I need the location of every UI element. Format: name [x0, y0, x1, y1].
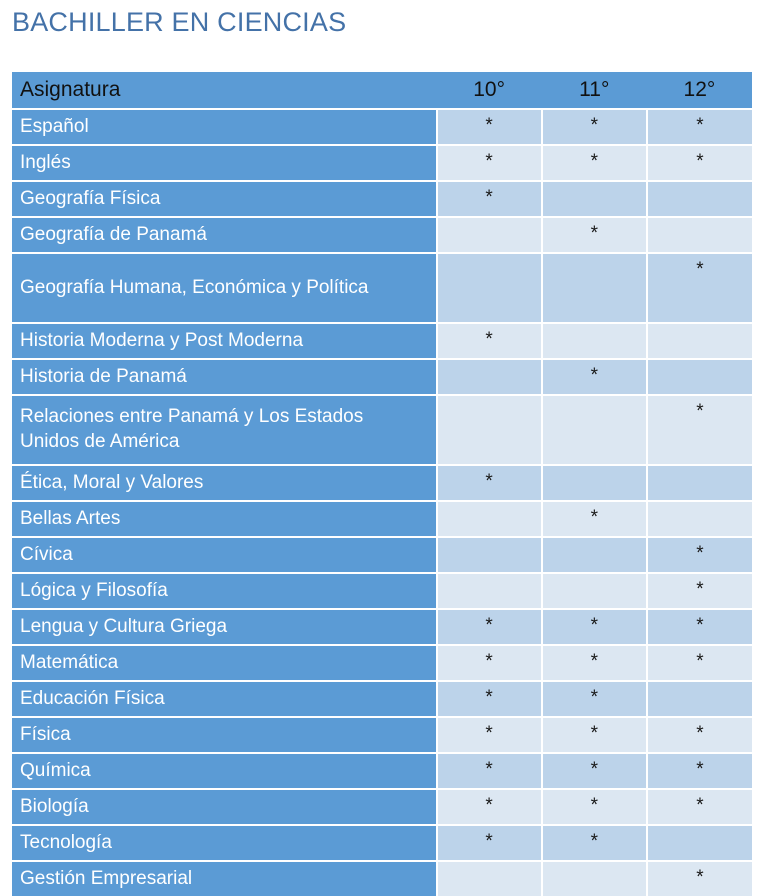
- mark-cell-grade-12: [647, 395, 752, 465]
- mark-cell-grade-11: [542, 109, 647, 145]
- asterisk-mark: *: [485, 758, 493, 780]
- asterisk-mark: *: [485, 722, 493, 744]
- subject-name-cell: Lógica y Filosofía: [12, 573, 437, 609]
- table-row: [12, 109, 752, 145]
- curriculum-table: [12, 72, 752, 896]
- mark-cell-grade-12: [647, 181, 752, 217]
- mark-cell-grade-12: [647, 109, 752, 145]
- mark-cell-grade-12: [647, 681, 752, 717]
- subject-name-cell: Tecnología: [12, 825, 437, 861]
- mark-cell-grade-12: [647, 717, 752, 753]
- mark-cell-grade-12: [647, 609, 752, 645]
- table-header: [12, 72, 752, 109]
- mark-cell-grade-10: [437, 537, 542, 573]
- mark-cell-grade-10: [437, 217, 542, 253]
- subject-name-cell: Lengua y Cultura Griega: [12, 609, 437, 645]
- mark-cell-grade-12: [647, 501, 752, 537]
- asterisk-mark: *: [485, 614, 493, 636]
- mark-cell-grade-11: [542, 217, 647, 253]
- asterisk-mark: *: [696, 758, 704, 780]
- mark-cell-grade-12: [647, 825, 752, 861]
- subject-name-cell: Cívica: [12, 537, 437, 573]
- table-row: [12, 537, 752, 573]
- asterisk-mark: *: [485, 470, 493, 492]
- mark-cell-grade-12: [647, 253, 752, 323]
- table-row: [12, 359, 752, 395]
- mark-cell-grade-12: [647, 861, 752, 896]
- asterisk-mark: *: [485, 150, 493, 172]
- mark-cell-grade-12: [647, 573, 752, 609]
- table-row: [12, 253, 752, 323]
- asterisk-mark: *: [696, 258, 704, 280]
- table-row: [12, 501, 752, 537]
- mark-cell-grade-11: [542, 861, 647, 896]
- mark-cell-grade-10: [437, 323, 542, 359]
- mark-cell-grade-10: [437, 717, 542, 753]
- mark-cell-grade-11: [542, 573, 647, 609]
- mark-cell-grade-12: [647, 753, 752, 789]
- mark-cell-grade-10: [437, 145, 542, 181]
- mark-cell-grade-10: [437, 825, 542, 861]
- table-row: [12, 645, 752, 681]
- mark-cell-grade-10: [437, 109, 542, 145]
- table-row: [12, 323, 752, 359]
- mark-cell-grade-12: [647, 323, 752, 359]
- asterisk-mark: *: [696, 866, 704, 888]
- asterisk-mark: *: [696, 722, 704, 744]
- asterisk-mark: *: [485, 830, 493, 852]
- asterisk-mark: *: [696, 400, 704, 422]
- asterisk-mark: *: [485, 328, 493, 350]
- mark-cell-grade-10: [437, 181, 542, 217]
- curriculum-table-container: [12, 72, 752, 896]
- table-row: [12, 753, 752, 789]
- table-header-row: [12, 72, 752, 109]
- mark-cell-grade-11: [542, 359, 647, 395]
- asterisk-mark: *: [590, 830, 598, 852]
- subject-name-cell: Geografía Humana, Económica y Política: [12, 253, 437, 323]
- asterisk-mark: *: [590, 614, 598, 636]
- mark-cell-grade-11: [542, 253, 647, 323]
- subject-name-cell: Educación Física: [12, 681, 437, 717]
- asterisk-mark: *: [696, 150, 704, 172]
- asterisk-mark: *: [590, 114, 598, 136]
- page-title: BACHILLER EN CIENCIAS: [12, 7, 347, 37]
- asterisk-mark: *: [590, 650, 598, 672]
- table-row: [12, 717, 752, 753]
- asterisk-mark: *: [696, 650, 704, 672]
- mark-cell-grade-11: [542, 753, 647, 789]
- mark-cell-grade-12: [647, 217, 752, 253]
- table-row: [12, 789, 752, 825]
- asterisk-mark: *: [590, 364, 598, 386]
- table-row: [12, 145, 752, 181]
- mark-cell-grade-11: [542, 501, 647, 537]
- mark-cell-grade-10: [437, 253, 542, 323]
- table-row: [12, 395, 752, 465]
- table-row: [12, 825, 752, 861]
- mark-cell-grade-10: [437, 465, 542, 501]
- asterisk-mark: *: [696, 614, 704, 636]
- asterisk-mark: *: [485, 794, 493, 816]
- asterisk-mark: *: [590, 686, 598, 708]
- subject-name-cell: Ética, Moral y Valores: [12, 465, 437, 501]
- subject-name-cell: Matemática: [12, 645, 437, 681]
- mark-cell-grade-11: [542, 681, 647, 717]
- subject-name-cell: Español: [12, 109, 437, 145]
- mark-cell-grade-11: [542, 465, 647, 501]
- column-header-subject: Asignatura: [12, 72, 437, 109]
- mark-cell-grade-12: [647, 145, 752, 181]
- subject-name-cell: Gestión Empresarial: [12, 861, 437, 896]
- mark-cell-grade-12: [647, 359, 752, 395]
- column-header-grade-12: 12°: [647, 72, 752, 109]
- mark-cell-grade-12: [647, 645, 752, 681]
- asterisk-mark: *: [485, 114, 493, 136]
- mark-cell-grade-11: [542, 789, 647, 825]
- table-row: [12, 609, 752, 645]
- asterisk-mark: *: [590, 222, 598, 244]
- subject-name-cell: Geografía Física: [12, 181, 437, 217]
- asterisk-mark: *: [590, 794, 598, 816]
- column-header-grade-11: 11°: [542, 72, 647, 109]
- table-row: [12, 181, 752, 217]
- table-row: [12, 217, 752, 253]
- subject-name-cell: Historia Moderna y Post Moderna: [12, 323, 437, 359]
- mark-cell-grade-11: [542, 537, 647, 573]
- mark-cell-grade-11: [542, 717, 647, 753]
- mark-cell-grade-10: [437, 395, 542, 465]
- asterisk-mark: *: [696, 114, 704, 136]
- mark-cell-grade-12: [647, 789, 752, 825]
- asterisk-mark: *: [696, 794, 704, 816]
- mark-cell-grade-11: [542, 395, 647, 465]
- table-row: [12, 861, 752, 896]
- subject-name-cell: Biología: [12, 789, 437, 825]
- mark-cell-grade-11: [542, 609, 647, 645]
- subject-name-cell: Historia de Panamá: [12, 359, 437, 395]
- subject-name-cell: Física: [12, 717, 437, 753]
- subject-name-cell: Geografía de Panamá: [12, 217, 437, 253]
- asterisk-mark: *: [590, 150, 598, 172]
- mark-cell-grade-10: [437, 359, 542, 395]
- asterisk-mark: *: [590, 506, 598, 528]
- asterisk-mark: *: [590, 722, 598, 744]
- mark-cell-grade-10: [437, 753, 542, 789]
- mark-cell-grade-10: [437, 645, 542, 681]
- mark-cell-grade-10: [437, 681, 542, 717]
- mark-cell-grade-11: [542, 145, 647, 181]
- mark-cell-grade-10: [437, 789, 542, 825]
- asterisk-mark: *: [485, 650, 493, 672]
- mark-cell-grade-11: [542, 825, 647, 861]
- subject-name-cell: Inglés: [12, 145, 437, 181]
- subject-name-cell: Bellas Artes: [12, 501, 437, 537]
- mark-cell-grade-12: [647, 465, 752, 501]
- table-body: [12, 109, 752, 896]
- asterisk-mark: *: [485, 686, 493, 708]
- mark-cell-grade-11: [542, 645, 647, 681]
- mark-cell-grade-10: [437, 573, 542, 609]
- mark-cell-grade-11: [542, 323, 647, 359]
- asterisk-mark: *: [696, 542, 704, 564]
- table-row: [12, 681, 752, 717]
- mark-cell-grade-12: [647, 537, 752, 573]
- asterisk-mark: *: [590, 758, 598, 780]
- subject-name-cell: Química: [12, 753, 437, 789]
- mark-cell-grade-11: [542, 181, 647, 217]
- asterisk-mark: *: [485, 186, 493, 208]
- mark-cell-grade-10: [437, 609, 542, 645]
- table-row: [12, 573, 752, 609]
- mark-cell-grade-10: [437, 501, 542, 537]
- table-row: [12, 465, 752, 501]
- mark-cell-grade-10: [437, 861, 542, 896]
- asterisk-mark: *: [696, 578, 704, 600]
- subject-name-cell: Relaciones entre Panamá y Los Estados Unidos de América: [12, 395, 437, 465]
- column-header-grade-10: 10°: [437, 72, 542, 109]
